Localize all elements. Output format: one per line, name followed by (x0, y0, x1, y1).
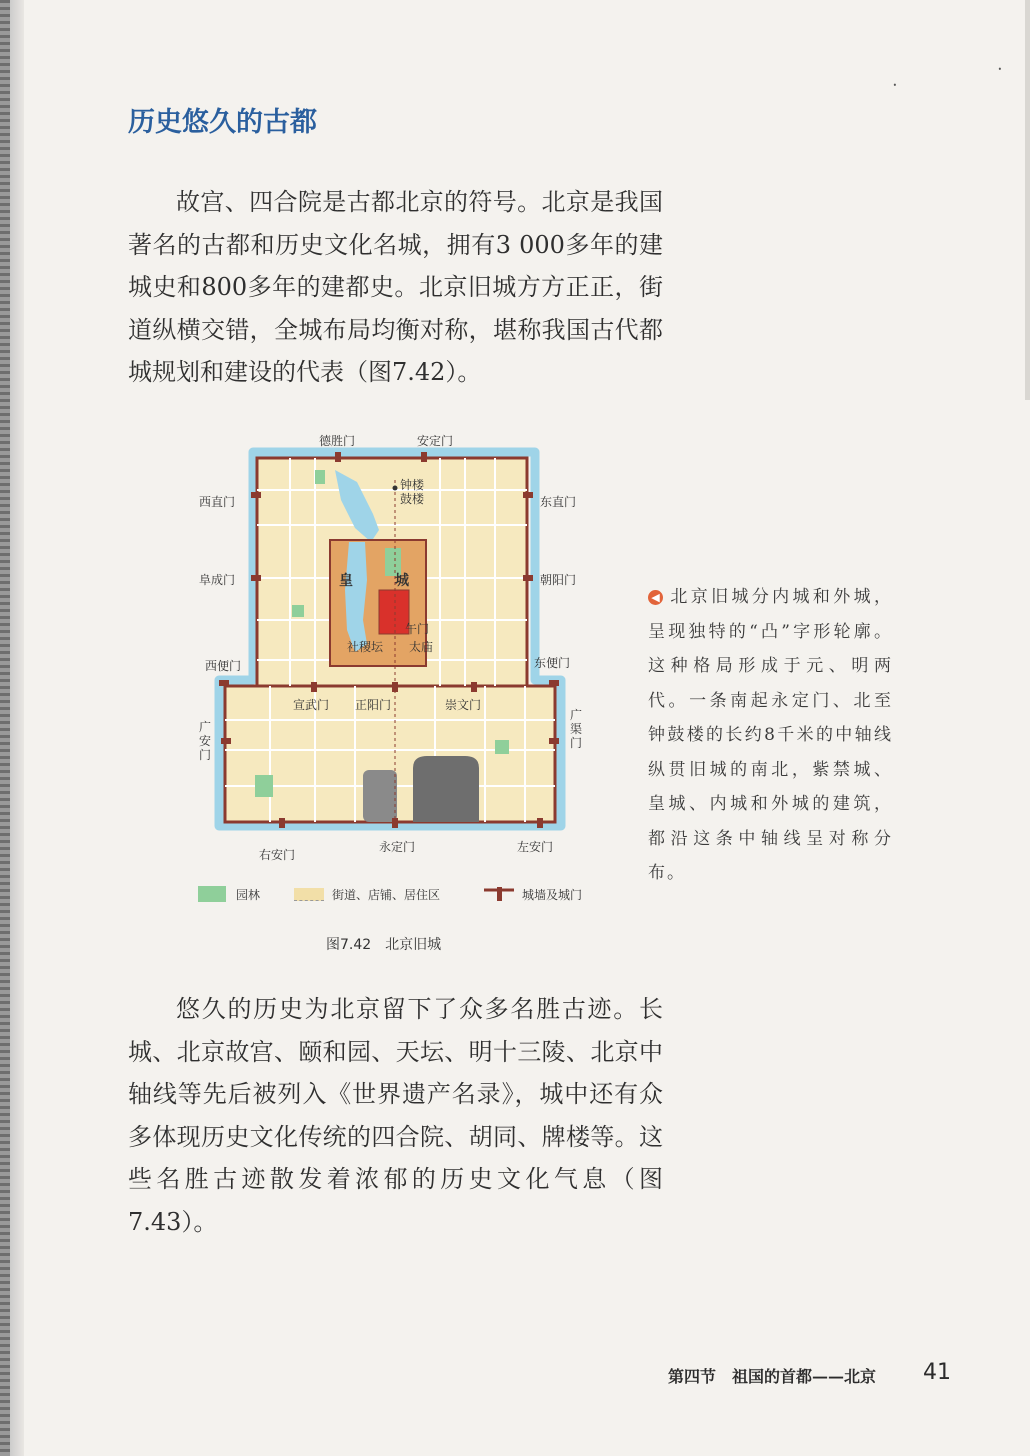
gate-label-yongdingmen: 永定门 (379, 840, 416, 854)
speck-mark: ꞏ (998, 62, 1002, 76)
map-label-shejitan: 社稷坛 (347, 640, 384, 654)
gate-label-xizhimen: 西直门 (199, 495, 236, 509)
gate-label-chongwenmen: 崇文门 (445, 698, 482, 712)
book-spine-edge (0, 0, 10, 1456)
paragraph-1: 故宫、四合院是古都北京的符号。北京是我国著名的古都和历史文化名城，拥有3 000多年的建城史和800多年的建都史。北京旧城方方正正，街道纵横交错，全城布局均衡对称，堪称我国古代都城规划和建设的代表（图7.42）。 (128, 188, 663, 386)
gate-label-deshengmen: 德胜门 (319, 434, 356, 448)
side-note-text: 北京旧城分内城和外城，呈现独特的“凸”字形轮廓。这种格局形成于元、明两代。一条南起永定门、北至钟鼓楼的长约8千米的中轴线纵贯旧城的南北，紫禁城、皇城、内城和外城的建筑，都沿这条中轴线呈对称分布。 (648, 587, 893, 883)
gate-label-chaoyangmen: 朝阳门 (540, 573, 577, 587)
legend-item-streets (294, 884, 440, 904)
section-heading: 历史悠久的古都 (128, 107, 317, 138)
xiannongtan (363, 770, 397, 822)
map-legend (198, 884, 618, 904)
gate-label-dongbianmen: 东便门 (534, 656, 571, 670)
gate-label-xibianmen: 西便门 (205, 659, 242, 673)
gate-label-andingmen: 安定门 (417, 434, 454, 448)
map-label-zhonglou: 钟楼 (400, 478, 425, 492)
legend-item-garden (198, 884, 260, 904)
garden-patch (255, 775, 273, 797)
legend-item-wall (484, 884, 582, 904)
map-label-wumen: 午门 (405, 622, 430, 636)
gate-label-fuchengmen: 阜成门 (199, 573, 236, 587)
garden-patch (315, 470, 325, 484)
map-label-cheng: 城 (395, 573, 409, 589)
gate-label-guangqumen: 广渠门 (569, 708, 582, 750)
legend-label-garden: 园林 (236, 887, 261, 902)
garden-patch (292, 605, 304, 617)
gate-label-xuanwumen: 宣武门 (293, 698, 330, 712)
page-edge (1025, 0, 1030, 400)
garden-patch (495, 740, 509, 754)
legend-swatch-streets (294, 888, 324, 901)
legend-label-streets: 街道、店铺、居住区 (332, 887, 441, 902)
bell-tower-marker (393, 486, 398, 491)
page-number: 41 (923, 1360, 951, 1385)
map-label-huang: 皇 (339, 573, 353, 589)
legend-swatch-wall (484, 885, 514, 903)
footer-section-title: 第四节 祖国的首都——北京 (668, 1367, 877, 1386)
side-note (648, 580, 893, 891)
paragraph-2: 悠久的历史为北京留下了众多名胜古迹。长城、北京故宫、颐和园、天坛、明十三陵、北京中轴线等先后被列入《世界遗产名录》，城中还有众多体现历史文化传统的四合院、胡同、牌楼等。这些名胜古迹散发着浓郁的历史文化气息（图7.43）。 (128, 995, 663, 1236)
gate-label-youanmen: 右安门 (259, 848, 296, 862)
gate-label-dongzhimen: 东直门 (540, 495, 577, 509)
speck-mark: ꞏ (893, 78, 897, 92)
gate-label-zuoanmen: 左安门 (517, 840, 554, 854)
legend-swatch-garden (198, 886, 226, 902)
gate-label-guanganmen: 广安门 (198, 720, 211, 762)
figure-caption: 图7.42 北京旧城 (326, 937, 442, 953)
legend-label-wall: 城墙及城门 (522, 887, 583, 902)
beijing-old-city-map (195, 430, 600, 910)
map-label-taimiao: 太庙 (409, 640, 434, 654)
map-label-gulou: 鼓楼 (400, 492, 425, 506)
gate-label-zhengyangmen: 正阳门 (355, 698, 392, 712)
arrow-left-icon: ◀ (648, 590, 663, 605)
tiantan (413, 756, 479, 822)
